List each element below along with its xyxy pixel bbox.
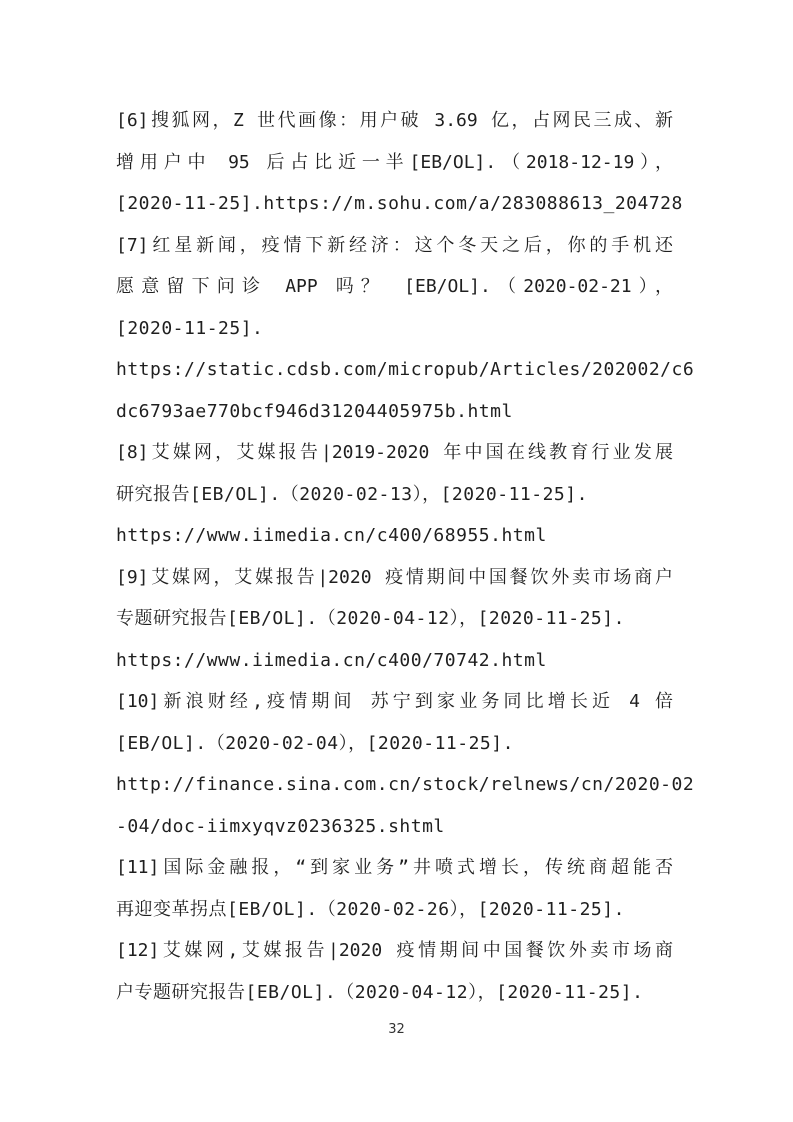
reference-line: [12]艾媒网,艾媒报告|2020 疫情期间中国餐饮外卖市场商 (116, 940, 673, 961)
page-number: 32 (388, 1022, 405, 1037)
reference-line: 再迎变革拐点[EB/OL].（2020-02-26），[2020-11-25]. (116, 898, 625, 920)
reference-line: 研究报告[EB/OL].（2020-02-13），[2020-11-25]. (116, 483, 588, 505)
reference-entry-11 (116, 847, 673, 930)
reference-line: 专题研究报告[EB/OL].（2020-04-12），[2020-11-25]. (116, 608, 625, 629)
reference-entry-7 (116, 225, 695, 433)
reference-entry-12 (116, 930, 673, 1013)
reference-line: [10]新浪财经,疫情期间 苏宁到家业务同比增长近 4 倍 (116, 691, 673, 712)
reference-line: -04/doc-iimxyqvz0236325.shtml (116, 815, 445, 837)
reference-line: [EB/OL].（2020-02-04），[2020-11-25]. (116, 732, 514, 754)
reference-line: https://www.iimedia.cn/c400/70742.html (116, 649, 547, 671)
reference-line: [7]红星新闻，疫情下新经济：这个冬天之后，你的手机还 (116, 234, 673, 256)
reference-line: [2020-11-25]. (116, 317, 264, 339)
references-list (116, 100, 695, 1013)
reference-line: 愿意留下问诊 APP 吗？ [EB/OL].（2020-02-21）， (116, 276, 673, 297)
reference-line: 户专题研究报告[EB/OL].（2020-04-12），[2020-11-25]. (116, 981, 644, 1003)
reference-line: dc6793ae770bcf946d31204405975b.html (116, 400, 513, 422)
reference-line: http://finance.sina.com.cn/stock/relnews/cn/2020-02 (116, 774, 695, 795)
reference-entry-6 (116, 100, 683, 225)
reference-line: [11]国际金融报，“到家业务”井喷式增长，传统商超能否 (116, 857, 673, 878)
reference-line: [8]艾媒网，艾媒报告|2019-2020 年中国在线教育行业发展 (116, 442, 673, 463)
reference-line: https://static.cdsb.com/micropub/Articles/202002/c6 (116, 359, 695, 380)
reference-line: 增用户中 95 后占比近一半[EB/OL].（2018-12-19）， (116, 151, 673, 173)
reference-line: [6]搜狐网，Z 世代画像：用户破 3.69 亿，占网民三成、新 (116, 110, 673, 131)
reference-line: https://www.iimedia.cn/c400/68955.html (116, 525, 547, 546)
reference-entry-8 (116, 432, 673, 557)
reference-entry-10 (116, 681, 695, 847)
reference-entry-9 (116, 557, 673, 682)
reference-line: [2020-11-25].https://m.sohu.com/a/283088613_204728 (116, 193, 683, 214)
reference-line: [9]艾媒网，艾媒报告|2020 疫情期间中国餐饮外卖市场商户 (116, 566, 673, 588)
